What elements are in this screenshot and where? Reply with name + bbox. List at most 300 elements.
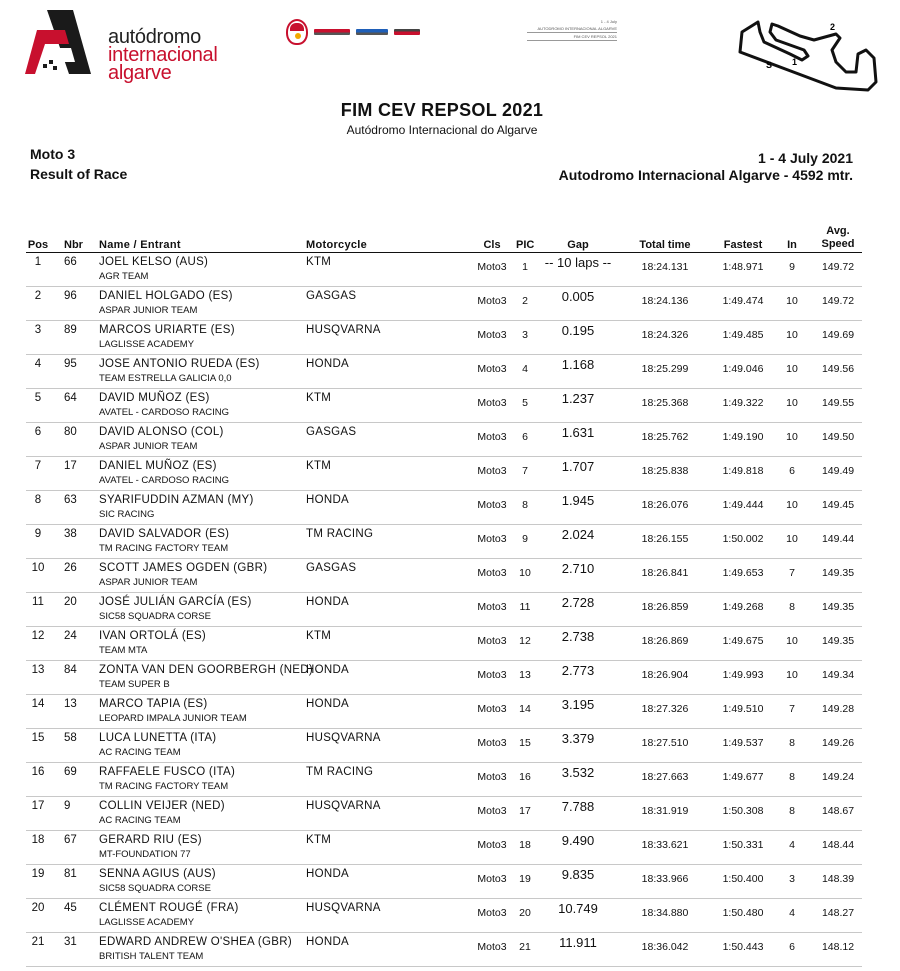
table-row	[26, 287, 862, 321]
col-header-total-time: Total time	[639, 239, 691, 251]
cell-fastest: 1:48.971	[722, 261, 764, 273]
cell-gap: 0.195	[561, 323, 595, 338]
cell-cls: Moto3	[477, 567, 507, 579]
cell-in: 4	[789, 907, 795, 919]
table-row	[26, 695, 862, 729]
cell-avg-speed: 149.69	[821, 329, 855, 341]
cell-pic: 14	[519, 703, 531, 715]
cell-gap: 10.749	[558, 901, 598, 916]
cell-nbr: 89	[64, 324, 77, 336]
table-row	[26, 559, 862, 593]
cell-in: 4	[789, 839, 795, 851]
talent-cup-logo	[394, 29, 420, 35]
cell-pic: 12	[519, 635, 531, 647]
cell-total-time: 18:25.299	[641, 363, 689, 375]
cell-avg-speed: 148.67	[821, 805, 855, 817]
results-table	[26, 222, 862, 967]
col-header-motorcycle: Motorcycle	[306, 239, 368, 251]
cell-pos: 4	[34, 358, 42, 370]
cell-cls: Moto3	[477, 907, 507, 919]
cell-pos: 15	[31, 732, 45, 744]
cell-avg-speed: 149.72	[821, 295, 855, 307]
cell-pos: 6	[34, 426, 42, 438]
mini-event-name: FIM CEV REPSOL 2021	[527, 33, 617, 41]
col-header-pos: Pos	[27, 239, 49, 251]
cell-rider-name: IVAN ORTOLÁ (ES)	[99, 630, 207, 642]
cell-total-time: 18:27.663	[641, 771, 689, 783]
cell-total-time: 18:33.621	[641, 839, 689, 851]
cell-nbr: 63	[64, 494, 77, 506]
cell-team: TEAM ESTRELLA GALICIA 0,0	[99, 373, 232, 384]
cell-avg-speed: 149.55	[821, 397, 855, 409]
cell-team: AGR TEAM	[99, 271, 149, 282]
cell-nbr: 58	[64, 732, 77, 744]
cell-gap: 3.532	[561, 765, 595, 780]
cell-avg-speed: 149.35	[821, 635, 855, 647]
table-row	[26, 389, 862, 423]
cell-motorcycle: TM RACING	[306, 766, 374, 778]
cell-fastest: 1:49.818	[722, 465, 764, 477]
cell-pic: 11	[519, 601, 531, 613]
table-row	[26, 865, 862, 899]
cell-gap: 3.195	[561, 697, 595, 712]
cell-total-time: 18:24.131	[641, 261, 689, 273]
cell-in: 8	[789, 771, 795, 783]
cell-gap: 9.490	[561, 833, 595, 848]
table-row	[26, 831, 862, 865]
col-header-gap: Gap	[567, 239, 589, 251]
cell-rider-name: JOSÉ JULIÁN GARCÍA (ES)	[99, 596, 252, 608]
cell-pic: 15	[519, 737, 531, 749]
cell-pic: 5	[522, 397, 528, 409]
cell-team: LAGLISSE ACADEMY	[99, 339, 195, 350]
cell-nbr: 26	[64, 562, 77, 574]
cell-in: 10	[786, 329, 798, 341]
cell-motorcycle: HONDA	[306, 868, 350, 880]
cell-fastest: 1:49.993	[722, 669, 764, 681]
cell-rider-name: DAVID ALONSO (COL)	[99, 426, 224, 438]
cell-in: 3	[789, 873, 795, 885]
cell-gap: 9.835	[561, 867, 595, 882]
cell-team: SIC58 SQUADRA CORSE	[99, 611, 211, 622]
cell-in: 9	[789, 261, 795, 273]
cell-rider-name: DANIEL MUÑOZ (ES)	[99, 460, 217, 472]
cell-nbr: 69	[64, 766, 77, 778]
page-title: FIM CEV REPSOL 2021	[340, 100, 544, 120]
cell-team: AVATEL - CARDOSO RACING	[99, 475, 230, 486]
cell-gap: -- 10 laps --	[544, 255, 612, 270]
cell-gap: 0.005	[561, 289, 595, 304]
table-row	[26, 933, 862, 967]
table-row	[26, 899, 862, 933]
cell-total-time: 18:34.880	[641, 907, 689, 919]
cell-pic: 13	[519, 669, 531, 681]
cell-motorcycle: HONDA	[306, 664, 350, 676]
cell-pic: 7	[522, 465, 528, 477]
cell-pos: 18	[31, 834, 45, 846]
moto2-logo	[356, 29, 388, 35]
cell-in: 10	[786, 635, 798, 647]
table-row	[26, 525, 862, 559]
cell-team: TM RACING FACTORY TEAM	[99, 781, 229, 792]
cell-nbr: 81	[64, 868, 77, 880]
cell-total-time: 18:24.136	[641, 295, 689, 307]
cell-pos: 13	[31, 664, 45, 676]
cell-cls: Moto3	[477, 669, 507, 681]
cell-gap: 2.710	[561, 561, 595, 576]
cell-pos: 3	[34, 324, 42, 336]
cell-fastest: 1:50.331	[722, 839, 764, 851]
cell-cls: Moto3	[477, 737, 507, 749]
table-row	[26, 355, 862, 389]
cell-rider-name: DAVID SALVADOR (ES)	[99, 528, 230, 540]
cell-nbr: 38	[64, 528, 77, 540]
cell-team: AVATEL - CARDOSO RACING	[99, 407, 230, 418]
cell-team: AC RACING TEAM	[99, 747, 181, 758]
cell-nbr: 31	[64, 936, 77, 948]
cell-avg-speed: 148.44	[821, 839, 855, 851]
cell-cls: Moto3	[477, 941, 507, 953]
cell-avg-speed: 148.12	[821, 941, 855, 953]
cell-cls: Moto3	[477, 601, 507, 613]
cell-in: 10	[786, 397, 798, 409]
cell-pos: 21	[31, 936, 45, 948]
table-row	[26, 321, 862, 355]
cell-nbr: 17	[64, 460, 77, 472]
cell-team: ASPAR JUNIOR TEAM	[99, 577, 198, 588]
track-label-1: 1	[792, 57, 798, 67]
cell-pos: 16	[31, 766, 45, 778]
cell-cls: Moto3	[477, 805, 507, 817]
cell-cls: Moto3	[477, 329, 507, 341]
cell-in: 10	[786, 669, 798, 681]
cell-total-time: 18:26.859	[641, 601, 689, 613]
cell-team: BRITISH TALENT TEAM	[99, 951, 204, 962]
cell-fastest: 1:49.510	[722, 703, 764, 715]
cell-gap: 11.911	[559, 935, 597, 950]
track-label-start: S	[766, 60, 773, 70]
cell-avg-speed: 149.35	[821, 601, 855, 613]
cell-avg-speed: 149.34	[821, 669, 855, 681]
cell-pos: 5	[34, 392, 42, 404]
cell-nbr: 13	[64, 698, 77, 710]
cell-nbr: 24	[64, 630, 77, 642]
cell-pic: 16	[519, 771, 531, 783]
cell-in: 6	[789, 465, 795, 477]
cell-team: TEAM SUPER B	[99, 679, 170, 690]
table-row	[26, 627, 862, 661]
col-header-nbr: Nbr	[64, 239, 83, 251]
cell-gap: 1.237	[561, 391, 595, 406]
cell-total-time: 18:36.042	[641, 941, 689, 953]
cell-avg-speed: 148.39	[821, 873, 855, 885]
cell-total-time: 18:27.510	[641, 737, 689, 749]
table-row	[26, 593, 862, 627]
cell-gap: 2.024	[561, 527, 595, 542]
table-row	[26, 253, 862, 287]
cell-in: 8	[789, 601, 795, 613]
cell-cls: Moto3	[477, 533, 507, 545]
moto1-logo	[314, 29, 350, 35]
cell-gap: 2.773	[561, 663, 595, 678]
cell-rider-name: GERARD RIU (ES)	[99, 834, 202, 846]
cell-pic: 8	[522, 499, 528, 511]
cell-rider-name: COLLIN VEIJER (NED)	[99, 800, 225, 812]
cell-cls: Moto3	[477, 465, 507, 477]
cell-in: 10	[786, 533, 798, 545]
cell-cls: Moto3	[477, 873, 507, 885]
cell-avg-speed: 149.26	[821, 737, 855, 749]
mini-event-venue: AUTODROMO INTERNACIONAL ALGARVE	[527, 25, 617, 33]
cell-fastest: 1:49.322	[722, 397, 764, 409]
page-subtitle: Autódromo Internacional do Algarve	[346, 123, 538, 137]
cell-motorcycle: HONDA	[306, 698, 350, 710]
aia-logo-mark-icon	[25, 8, 93, 76]
cell-total-time: 18:26.076	[641, 499, 689, 511]
cell-avg-speed: 149.56	[821, 363, 855, 375]
cell-motorcycle: KTM	[306, 630, 332, 642]
table-row	[26, 729, 862, 763]
cell-nbr: 67	[64, 834, 77, 846]
col-header-in: In	[787, 239, 797, 251]
cell-motorcycle: HUSQVARNA	[306, 732, 381, 744]
cell-gap: 1.707	[561, 459, 595, 474]
cell-nbr: 9	[64, 800, 71, 812]
cell-gap: 1.631	[561, 425, 595, 440]
cell-pic: 6	[522, 431, 528, 443]
track-outline	[740, 22, 876, 90]
cell-cls: Moto3	[477, 295, 507, 307]
cell-pic: 18	[519, 839, 531, 851]
cell-cls: Moto3	[477, 499, 507, 511]
cell-nbr: 20	[64, 596, 77, 608]
cell-pos: 8	[34, 494, 42, 506]
cell-pic: 1	[522, 261, 528, 273]
session-label: Result of Race	[30, 166, 128, 182]
table-row	[26, 457, 862, 491]
cell-total-time: 18:33.966	[641, 873, 689, 885]
cell-pos: 1	[34, 256, 42, 268]
cell-gap: 2.738	[561, 629, 595, 644]
cell-rider-name: JOEL KELSO (AUS)	[99, 256, 209, 268]
cell-pos: 14	[31, 698, 45, 710]
cell-motorcycle: HONDA	[306, 494, 350, 506]
cell-cls: Moto3	[477, 703, 507, 715]
cell-cls: Moto3	[477, 363, 507, 375]
cell-total-time: 18:25.838	[641, 465, 689, 477]
cell-team: SIC RACING	[99, 509, 155, 520]
cell-pos: 10	[31, 562, 45, 574]
cell-fastest: 1:49.653	[722, 567, 764, 579]
cell-pic: 10	[519, 567, 531, 579]
cell-rider-name: MARCO TAPIA (ES)	[99, 698, 208, 710]
cell-fastest: 1:49.190	[722, 431, 764, 443]
table-row	[26, 661, 862, 695]
cell-motorcycle: GASGAS	[306, 426, 357, 438]
col-header-fastest: Fastest	[723, 239, 763, 251]
cell-rider-name: MARCOS URIARTE (ES)	[99, 324, 235, 336]
cell-fastest: 1:49.485	[722, 329, 764, 341]
cell-in: 6	[789, 941, 795, 953]
cell-total-time: 18:26.904	[641, 669, 689, 681]
cell-avg-speed: 149.44	[821, 533, 855, 545]
cell-motorcycle: GASGAS	[306, 562, 357, 574]
cell-in: 8	[789, 737, 795, 749]
cell-motorcycle: GASGAS	[306, 290, 357, 302]
cell-cls: Moto3	[477, 635, 507, 647]
cell-gap: 3.379	[561, 731, 595, 746]
cell-rider-name: DAVID MUÑOZ (ES)	[99, 392, 210, 404]
cell-nbr: 84	[64, 664, 77, 676]
cell-fastest: 1:50.443	[722, 941, 764, 953]
cell-fastest: 1:49.046	[722, 363, 764, 375]
cell-in: 10	[786, 499, 798, 511]
cell-nbr: 95	[64, 358, 77, 370]
cell-in: 10	[786, 363, 798, 375]
sponsor-logos	[286, 18, 420, 46]
cell-in: 10	[786, 295, 798, 307]
cell-motorcycle: KTM	[306, 392, 332, 404]
cell-rider-name: LUCA LUNETTA (ITA)	[99, 732, 217, 744]
cell-cls: Moto3	[477, 839, 507, 851]
col-header-pic: PIC	[516, 239, 535, 251]
cell-rider-name: CLÉMENT ROUGÉ (FRA)	[99, 902, 239, 914]
category-label: Moto 3	[30, 146, 76, 162]
cell-cls: Moto3	[477, 397, 507, 409]
circuit-info: Autodromo Internacional Algarve - 4592 mtr.	[558, 167, 853, 183]
cell-total-time: 18:26.841	[641, 567, 689, 579]
cell-cls: Moto3	[477, 261, 507, 273]
cell-total-time: 18:26.155	[641, 533, 689, 545]
mini-event-block	[527, 18, 617, 41]
cell-team: TEAM MTA	[99, 645, 148, 656]
cell-fastest: 1:50.400	[722, 873, 764, 885]
cell-pos: 20	[31, 902, 45, 914]
cell-rider-name: SYARIFUDDIN AZMAN (MY)	[99, 494, 254, 506]
cell-motorcycle: HONDA	[306, 358, 350, 370]
venue-logo	[25, 8, 225, 84]
venue-logo-line3: algarve	[108, 62, 172, 84]
table-header	[26, 222, 862, 253]
cell-team: LAGLISSE ACADEMY	[99, 917, 195, 928]
mini-event-dates: 1 - 4 July	[600, 19, 617, 24]
table-row	[26, 423, 862, 457]
cell-fastest: 1:50.480	[722, 907, 764, 919]
cell-motorcycle: HONDA	[306, 936, 350, 948]
cell-total-time: 18:24.326	[641, 329, 689, 341]
cell-rider-name: JOSE ANTONIO RUEDA (ES)	[99, 358, 260, 370]
cell-fastest: 1:50.002	[722, 533, 764, 545]
cell-fastest: 1:49.474	[722, 295, 764, 307]
cell-fastest: 1:49.677	[722, 771, 764, 783]
col-header-name: Name / Entrant	[99, 239, 181, 251]
cell-in: 8	[789, 805, 795, 817]
cell-motorcycle: KTM	[306, 460, 332, 472]
cell-motorcycle: KTM	[306, 256, 332, 268]
cell-gap: 7.788	[561, 799, 595, 814]
cell-motorcycle: HUSQVARNA	[306, 902, 381, 914]
cell-team: LEOPARD IMPALA JUNIOR TEAM	[99, 713, 247, 724]
cell-avg-speed: 149.49	[821, 465, 855, 477]
cell-pic: 19	[519, 873, 531, 885]
cell-fastest: 1:49.268	[722, 601, 764, 613]
col-header-avg-speed-line1: Avg.	[826, 225, 850, 237]
table-row	[26, 797, 862, 831]
cell-avg-speed: 149.45	[821, 499, 855, 511]
cell-total-time: 18:25.368	[641, 397, 689, 409]
cell-avg-speed: 148.27	[821, 907, 855, 919]
col-header-avg-speed-line2: Speed	[821, 238, 855, 250]
venue-logo-line2: internacional	[108, 44, 218, 66]
cell-pos: 12	[31, 630, 45, 642]
cell-avg-speed: 149.35	[821, 567, 855, 579]
cell-rider-name: SENNA AGIUS (AUS)	[99, 868, 216, 880]
col-header-avg-speed	[816, 225, 860, 251]
cell-motorcycle: HUSQVARNA	[306, 800, 381, 812]
cell-team: AC RACING TEAM	[99, 815, 181, 826]
cell-fastest: 1:50.308	[722, 805, 764, 817]
cell-pos: 2	[34, 290, 42, 302]
cell-pic: 4	[522, 363, 528, 375]
cell-rider-name: SCOTT JAMES OGDEN (GBR)	[99, 562, 268, 574]
cell-pic: 21	[519, 941, 531, 953]
table-row	[26, 763, 862, 797]
cell-total-time: 18:26.869	[641, 635, 689, 647]
cell-pic: 20	[519, 907, 531, 919]
cell-pic: 3	[522, 329, 528, 341]
cell-pic: 17	[519, 805, 531, 817]
cell-pos: 19	[31, 868, 45, 880]
cell-pic: 9	[522, 533, 528, 545]
cell-team: MT-FOUNDATION 77	[99, 849, 191, 860]
cell-in: 7	[789, 567, 795, 579]
cell-cls: Moto3	[477, 431, 507, 443]
cell-in: 7	[789, 703, 795, 715]
cell-team: TM RACING FACTORY TEAM	[99, 543, 229, 554]
cell-avg-speed: 149.72	[821, 261, 855, 273]
cell-rider-name: DANIEL HOLGADO (ES)	[99, 290, 233, 302]
cell-total-time: 18:25.762	[641, 431, 689, 443]
cell-team: SIC58 SQUADRA CORSE	[99, 883, 211, 894]
cell-team: ASPAR JUNIOR TEAM	[99, 441, 198, 452]
cell-motorcycle: HUSQVARNA	[306, 324, 381, 336]
event-dates: 1 - 4 July 2021	[758, 150, 853, 166]
cell-motorcycle: TM RACING	[306, 528, 374, 540]
cell-fastest: 1:49.537	[722, 737, 764, 749]
cell-fastest: 1:49.444	[722, 499, 764, 511]
cell-total-time: 18:27.326	[641, 703, 689, 715]
cell-avg-speed: 149.50	[821, 431, 855, 443]
cell-rider-name: ZONTA VAN DEN GOORBERGH (NED)	[99, 664, 314, 676]
track-label-2: 2	[830, 22, 836, 32]
cell-nbr: 96	[64, 290, 77, 302]
cell-nbr: 45	[64, 902, 77, 914]
cell-motorcycle: KTM	[306, 834, 332, 846]
cell-avg-speed: 149.28	[821, 703, 855, 715]
cell-nbr: 80	[64, 426, 77, 438]
cell-pos: 7	[34, 460, 42, 472]
cell-fastest: 1:49.675	[722, 635, 764, 647]
venue-logo-line1: autódromo	[108, 26, 201, 48]
cell-nbr: 66	[64, 256, 77, 268]
cell-pic: 2	[522, 295, 528, 307]
track-map-icon	[728, 10, 878, 92]
cell-gap: 1.945	[561, 493, 595, 508]
cell-gap: 1.168	[561, 357, 595, 372]
cell-total-time: 18:31.919	[641, 805, 689, 817]
cell-pos: 17	[31, 800, 45, 812]
table-body	[26, 253, 862, 967]
